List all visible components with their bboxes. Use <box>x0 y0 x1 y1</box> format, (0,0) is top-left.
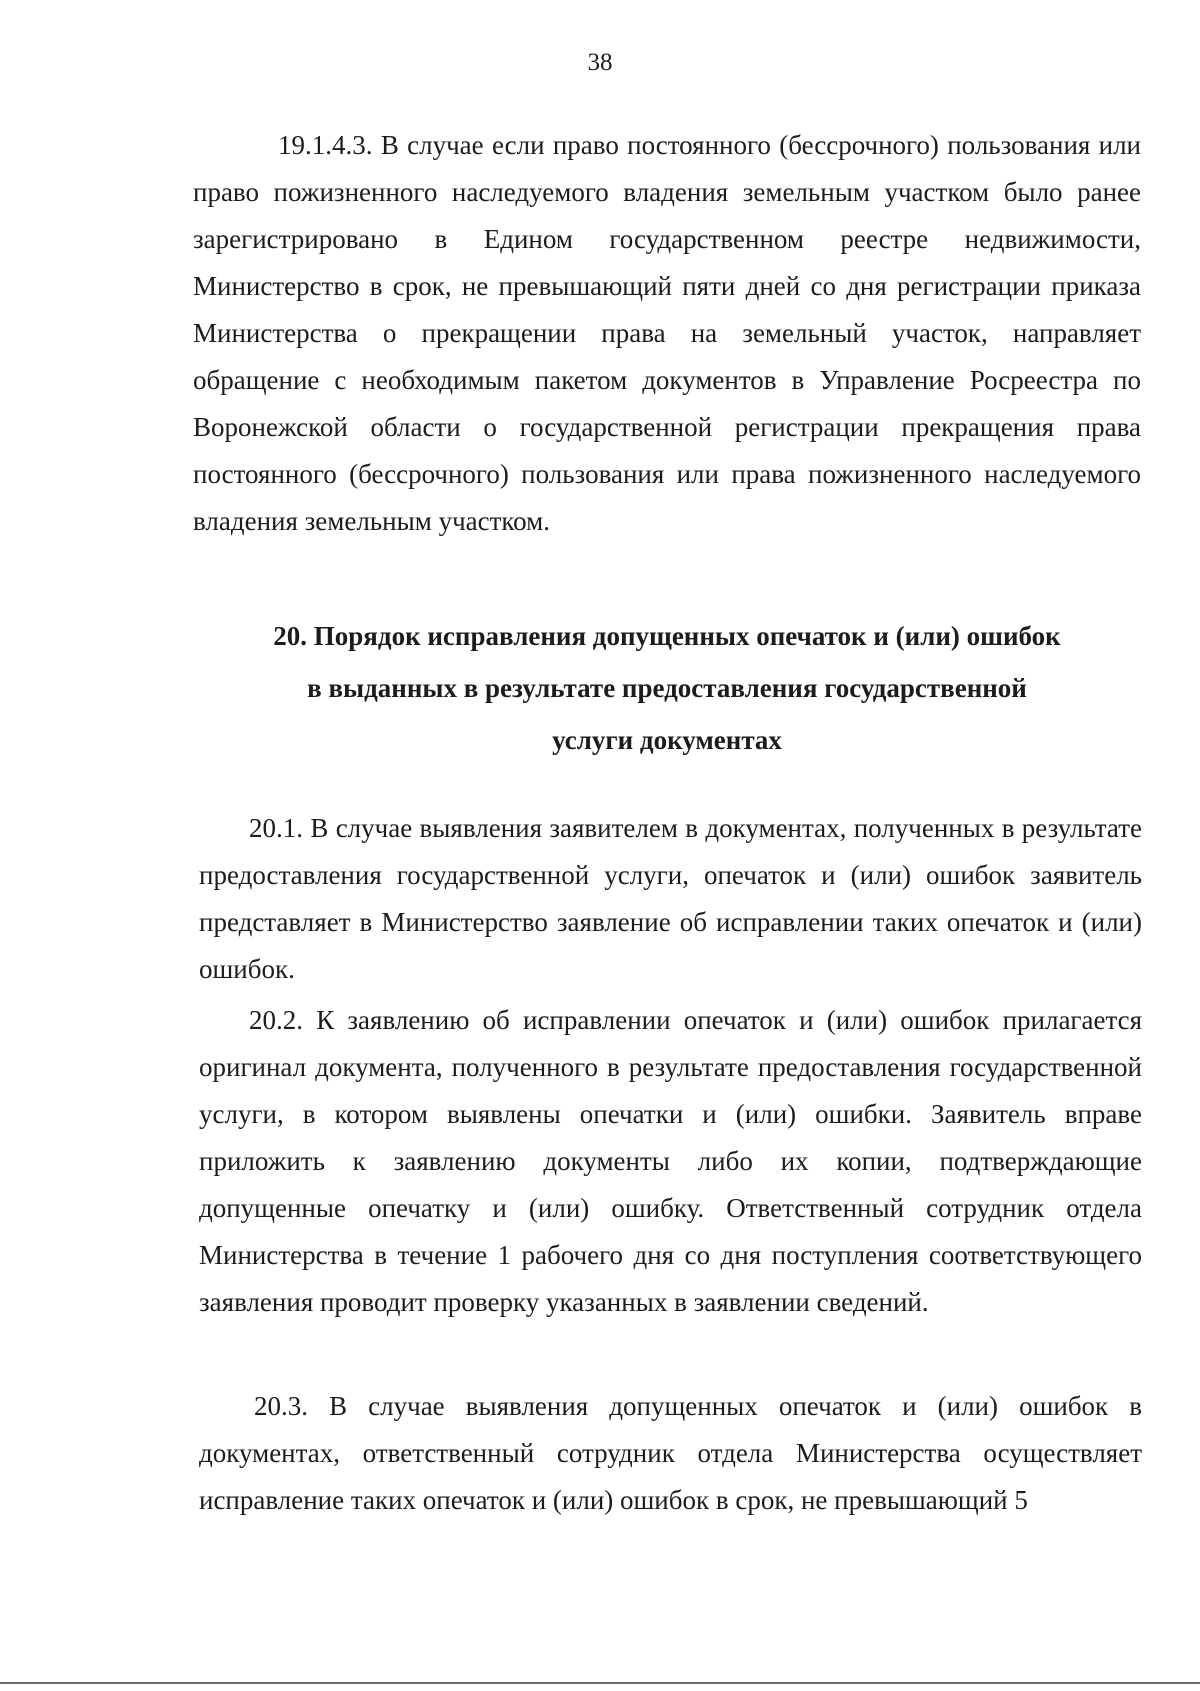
paragraph-20-2: 20.2. К заявлению об исправлении опечаток и (или) ошибок прилагается оригинал документа, полученного в результате предоставления государственной услуги, в котором выявлены опечатки и (или) ошибки. Заявитель вправе приложить к заявлению документы либо их копии, подтверждающие допущенные опечатку и (или) ошибку. Ответственный сотрудник отдела Министерства в течение 1 рабочего дня со дня поступления соответствующего заявления проводит проверку указанных в заявлении сведений. <box>199 1005 1142 1317</box>
section-20-heading <box>193 610 1141 766</box>
heading-line-2: в выданных в результате предоставления государственной <box>307 673 1027 703</box>
paragraph-20-1: 20.1. В случае выявления заявителем в документах, полученных в результате предоставления государственной услуги, опечаток и (или) ошибок заявитель представляет в Министерство заявление об исправлении таких опечаток и (или) ошибок. <box>199 813 1142 984</box>
scan-bottom-edge-line <box>0 1682 1200 1684</box>
heading-line-1: 20. Порядок исправления допущенных опечаток и (или) ошибок <box>273 621 1061 651</box>
paragraph-20-3: 20.3. В случае выявления допущенных опечаток и (или) ошибок в документах, ответственный сотрудник отдела Министерства осуществляет исправление таких опечаток и (или) ошибок в срок, не превышающий 5 <box>199 1391 1142 1515</box>
paragraph-19-1-4-3: 19.1.4.3. В случае если право постоянного (бессрочного) пользования или право пожизненного наследуемого владения земельным участком было ранее зарегистрировано в Едином государственном реестре недвижимости, Министерство в срок, не превышающий пяти дней со дня регистрации приказа Министерства о прекращении права на земельный участок, направляет обращение с необходимым пакетом документов в Управление Росреестра по Воронежской области о государственной регистрации прекращения права постоянного (бессрочного) пользования или права пожизненного наследуемого владения земельным участком. <box>193 130 1141 536</box>
heading-line-3: услуги документах <box>552 725 782 755</box>
page-number: 38 <box>587 49 613 76</box>
